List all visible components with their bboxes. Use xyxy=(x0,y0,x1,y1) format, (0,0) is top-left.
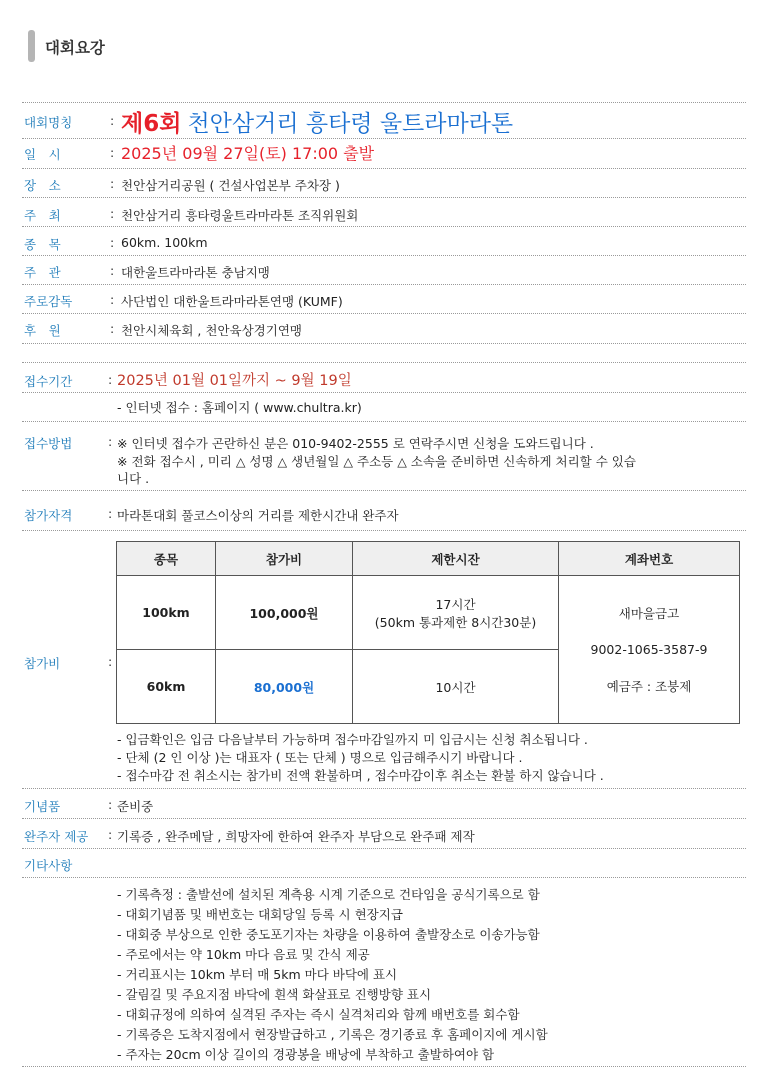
etc-item: - 대회기념품 및 배번호는 대회당일 등록 시 현장지급 xyxy=(117,907,403,922)
header-time-limit: 제한시잔 xyxy=(353,542,559,576)
price-60km: 80,000원 xyxy=(216,650,353,724)
account-info xyxy=(559,576,740,724)
section-title: 대회요강 xyxy=(45,39,105,57)
etc-item: - 주로에서는 약 10km 마다 음료 및 간식 제공 xyxy=(117,947,370,962)
event-name-label: 대회명칭 xyxy=(24,115,73,130)
date-label: 일 시 xyxy=(24,147,61,162)
venue-value: 천안삼거리공원 ( 건설사업본부 주차장 ) xyxy=(121,178,340,193)
sponsor-value: 천안시체육회 , 천안육상경기연맹 xyxy=(121,323,302,338)
colon: : xyxy=(108,654,113,669)
colon: : xyxy=(108,372,113,387)
method-line-2: ※ 전화 접수시 , 미리 △ 성명 △ 생년월일 △ 주소등 △ 소속을 준비하면 신속하게 처리할 수 있습 xyxy=(117,454,636,469)
finisher-value: 기록증 , 완주메달 , 희망자에 한하여 완주자 부담으로 완주패 제작 xyxy=(117,829,475,844)
souvenir-label: 기념품 xyxy=(24,799,61,814)
finisher-label: 완주자 제공 xyxy=(24,829,89,844)
period-value: 2025년 01월 01일까지 ~ 9월 19일 xyxy=(117,373,352,389)
account-bank: 새마을금고 xyxy=(618,606,680,621)
organizer-label: 주 관 xyxy=(24,265,61,280)
divider xyxy=(22,255,746,256)
etc-item: - 거리표시는 10km 부터 매 5km 마다 바닥에 표시 xyxy=(117,967,398,982)
colon: : xyxy=(108,797,113,812)
category-value: 60km. 100km xyxy=(121,235,208,250)
colon: : xyxy=(110,206,115,221)
header-course: 종목 xyxy=(117,542,216,576)
qualification-value: 마라톤대회 풀코스이상의 거리를 제한시간내 완주자 xyxy=(117,508,399,523)
qualification-label: 참가자격 xyxy=(24,508,73,523)
organizer-value: 대한울트라마라톤 충남지맹 xyxy=(121,265,270,280)
divider xyxy=(22,818,746,819)
method-line-3: 니다 . xyxy=(117,471,150,486)
divider xyxy=(22,284,746,285)
etc-item: - 갈림길 및 주요지점 바닥에 흰색 화살표로 진행방향 표시 xyxy=(117,987,432,1002)
colon: : xyxy=(108,434,113,449)
divider xyxy=(22,138,746,139)
period-note: - 인터넷 접수 : 홈페이지 ( www.chultra.kr) xyxy=(117,400,362,415)
supervisor-label: 주로감독 xyxy=(24,294,73,309)
header-account: 계좌번호 xyxy=(559,542,740,576)
colon: : xyxy=(110,113,115,128)
event-name-main: 천안삼거리 흥타령 울트라마라톤 xyxy=(187,111,514,137)
supervisor-value: 사단법인 대한울트라마라톤연맹 (KUMF) xyxy=(121,294,343,309)
divider xyxy=(22,343,746,344)
period-label: 접수기간 xyxy=(24,374,73,389)
table-row xyxy=(117,576,740,650)
divider xyxy=(22,848,746,849)
divider xyxy=(22,313,746,314)
colon: : xyxy=(110,292,115,307)
date-value: 2025년 09월 27일(토) 17:00 출발 xyxy=(121,144,375,163)
venue-label: 장 소 xyxy=(24,178,61,193)
divider xyxy=(22,102,746,103)
time-limit-60km: 10시간 xyxy=(353,650,559,724)
divider xyxy=(22,788,746,789)
divider xyxy=(22,392,746,393)
divider xyxy=(22,530,746,531)
etc-label: 기타사항 xyxy=(24,858,73,873)
divider xyxy=(22,421,746,422)
etc-item: - 기록측정 : 출발선에 설치된 계측용 시계 기준으로 건타임을 공식기록으로 함 xyxy=(117,887,540,902)
account-number: 9002-1065-3587-9 xyxy=(590,642,708,657)
etc-item: - 주자는 20cm 이상 길이의 경광봉을 배낭에 부착하고 출발하여야 함 xyxy=(117,1047,495,1062)
colon: : xyxy=(110,145,115,160)
category-label: 종 목 xyxy=(24,237,61,252)
sponsor-label: 후 원 xyxy=(24,323,61,338)
divider xyxy=(22,197,746,198)
method-line-1: ※ 인터넷 접수가 곤란하신 분은 010-9402-2555 로 연락주시면 신청을 도와드립니다 . xyxy=(117,436,594,451)
time-limit-100km-sub: (50km 통과제한 8시간30분) xyxy=(374,614,537,630)
fee-table xyxy=(116,541,740,724)
colon: : xyxy=(110,321,115,336)
method-label: 접수방법 xyxy=(24,436,73,451)
header-price: 참가비 xyxy=(216,542,353,576)
course-60km: 60km xyxy=(117,650,216,724)
divider xyxy=(22,226,746,227)
colon: : xyxy=(108,506,113,521)
colon: : xyxy=(110,263,115,278)
course-100km: 100km xyxy=(117,576,216,650)
section-title-bar xyxy=(28,30,35,62)
account-holder: 예금주 : 조붕제 xyxy=(606,679,692,694)
host-label: 주 최 xyxy=(24,208,61,223)
time-limit-100km xyxy=(353,576,559,650)
fee-label: 참가비 xyxy=(24,656,61,671)
divider xyxy=(22,362,746,363)
fee-note-1: - 입금확인은 입금 다음날부터 가능하며 접수마감일까지 미 입금시는 신청 취소됩니다 . xyxy=(117,732,588,747)
event-name xyxy=(121,105,513,138)
divider xyxy=(22,168,746,169)
etc-item: - 대회중 부상으로 인한 중도포기자는 차량을 이용하여 출발장소로 이송가능함 xyxy=(117,927,540,942)
table-header-row xyxy=(117,542,740,576)
colon: : xyxy=(110,235,115,250)
time-limit-100km-main: 17시간 xyxy=(435,596,476,612)
price-100km: 100,000원 xyxy=(216,576,353,650)
fee-note-3: - 접수마감 전 취소시는 참가비 전액 환불하며 , 접수마감이후 취소는 환불 하지 않습니다 . xyxy=(117,768,604,783)
divider xyxy=(22,1066,746,1067)
souvenir-value: 준비중 xyxy=(117,799,154,814)
host-value: 천안삼거리 흥타령울트라마라톤 조직위원회 xyxy=(121,208,359,223)
fee-note-2: - 단체 (2 인 이상 )는 대표자 ( 또는 단체 ) 명으로 입금해주시기 바랍니다 . xyxy=(117,750,523,765)
colon: : xyxy=(108,827,113,842)
divider xyxy=(22,877,746,878)
event-name-prefix: 제6회 xyxy=(121,111,182,137)
divider xyxy=(22,490,746,491)
etc-item: - 기록증은 도착지점에서 현장발급하고 , 기록은 경기종료 후 홈페이지에 게시함 xyxy=(117,1027,548,1042)
etc-item: - 대회규정에 의하여 실격된 주자는 즉시 실격처리와 함께 배번호를 회수함 xyxy=(117,1007,520,1022)
colon: : xyxy=(110,176,115,191)
